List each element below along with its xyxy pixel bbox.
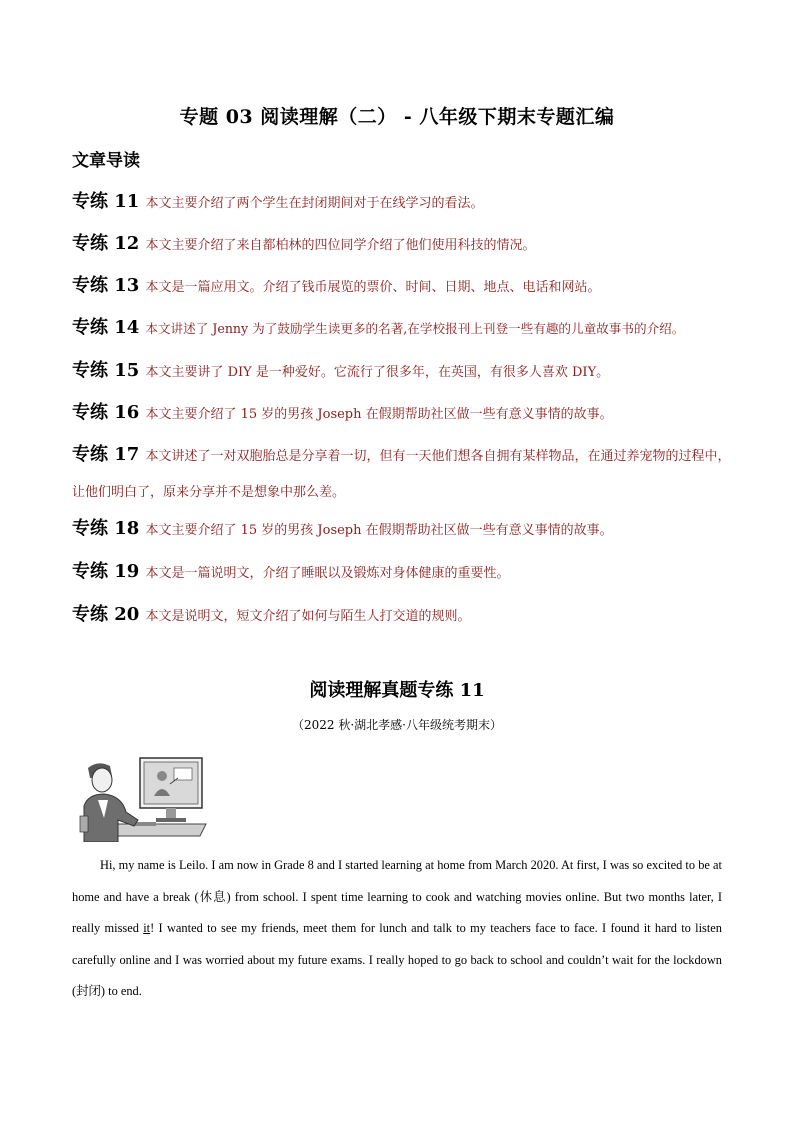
- item-label: 专练 13: [72, 275, 140, 296]
- item-label: 专练 17: [72, 444, 140, 465]
- item-summary: 本文是一篇应用文。介绍了钱币展览的票价、时间、日期、地点、电话和网站。: [145, 280, 601, 295]
- guide-item: [72, 596, 732, 635]
- item-summary: 本文是说明文，短文介绍了如何与陌生人打交道的规则。: [145, 609, 471, 624]
- item-label: 专练 14: [72, 317, 140, 338]
- item-label: 专练 18: [72, 518, 140, 539]
- item-summary: 本文讲述了一对双胞胎总是分享着一切，但有一天他们想各自拥有某样物品，在通过养宠物的过程中，让他们明白了，原来分享并不是想象中那么差。: [72, 449, 731, 500]
- passage-text-before: Hi, my name is Leilo. I am now in Grade 8 and I started learning at home from March 2020. At first, I was so excited to be at home and have a break (休息) from school. I spent time learning to cook and watching movies online. But two months later, I really missed: [72, 858, 722, 935]
- passage-text-after: ! I wanted to see my friends, meet them for lunch and talk to my teachers face to face. I found it hard to listen carefully online and I was worried about my future exams. I really hoped to go back to school and couldn’t wait for the lockdown (封闭) to end.: [72, 921, 722, 998]
- guide-item: [72, 267, 732, 306]
- section-title: 阅读理解真题专练 11: [309, 680, 485, 701]
- guide-heading: 文章导读: [72, 151, 140, 171]
- item-summary: 本文主要讲了 DIY 是一种爱好。它流行了很多年，在英国，有很多人喜欢 DIY。: [145, 365, 610, 380]
- student-computer-illustration: [78, 756, 208, 842]
- passage-underlined-word: it: [143, 921, 151, 935]
- guide-item: [72, 352, 732, 391]
- guide-item: [72, 553, 732, 592]
- item-label: 专练 12: [72, 233, 140, 254]
- item-label: 专练 20: [72, 604, 140, 625]
- guide-item: [72, 309, 732, 347]
- page-title: 专题 03 阅读理解（二） - 八年级下期末专题汇编: [179, 106, 615, 128]
- guide-item: [72, 394, 732, 433]
- item-label: 专练 19: [72, 561, 140, 582]
- guide-item: [72, 225, 732, 264]
- item-label: 专练 16: [72, 402, 140, 423]
- item-summary: 本文主要介绍了 15 岁的男孩 Joseph 在假期帮助社区做一些有意义事情的故事。: [145, 523, 613, 538]
- item-summary: 本文主要介绍了来自都柏林的四位同学介绍了他们使用科技的情况。: [145, 238, 536, 253]
- item-summary: 本文主要介绍了 15 岁的男孩 Joseph 在假期帮助社区做一些有意义事情的故事。: [145, 407, 613, 422]
- reading-passage: [72, 850, 722, 1008]
- item-label: 专练 15: [72, 360, 140, 381]
- item-summary: 本文主要介绍了两个学生在封闭期间对于在线学习的看法。: [145, 196, 484, 211]
- source-note: （2022 秋·湖北孝感·八年级统考期末）: [292, 718, 502, 732]
- item-summary: 本文讲述了 Jenny 为了鼓励学生读更多的名著,在学校报刊上刊登一些有趣的儿童故事书的介绍。: [145, 321, 685, 336]
- guide-item: [72, 510, 732, 549]
- item-summary: 本文是一篇说明文，介绍了睡眠以及锻炼对身体健康的重要性。: [145, 566, 510, 581]
- item-label: 专练 11: [72, 191, 140, 212]
- guide-item: [72, 437, 732, 511]
- guide-item: [72, 183, 732, 222]
